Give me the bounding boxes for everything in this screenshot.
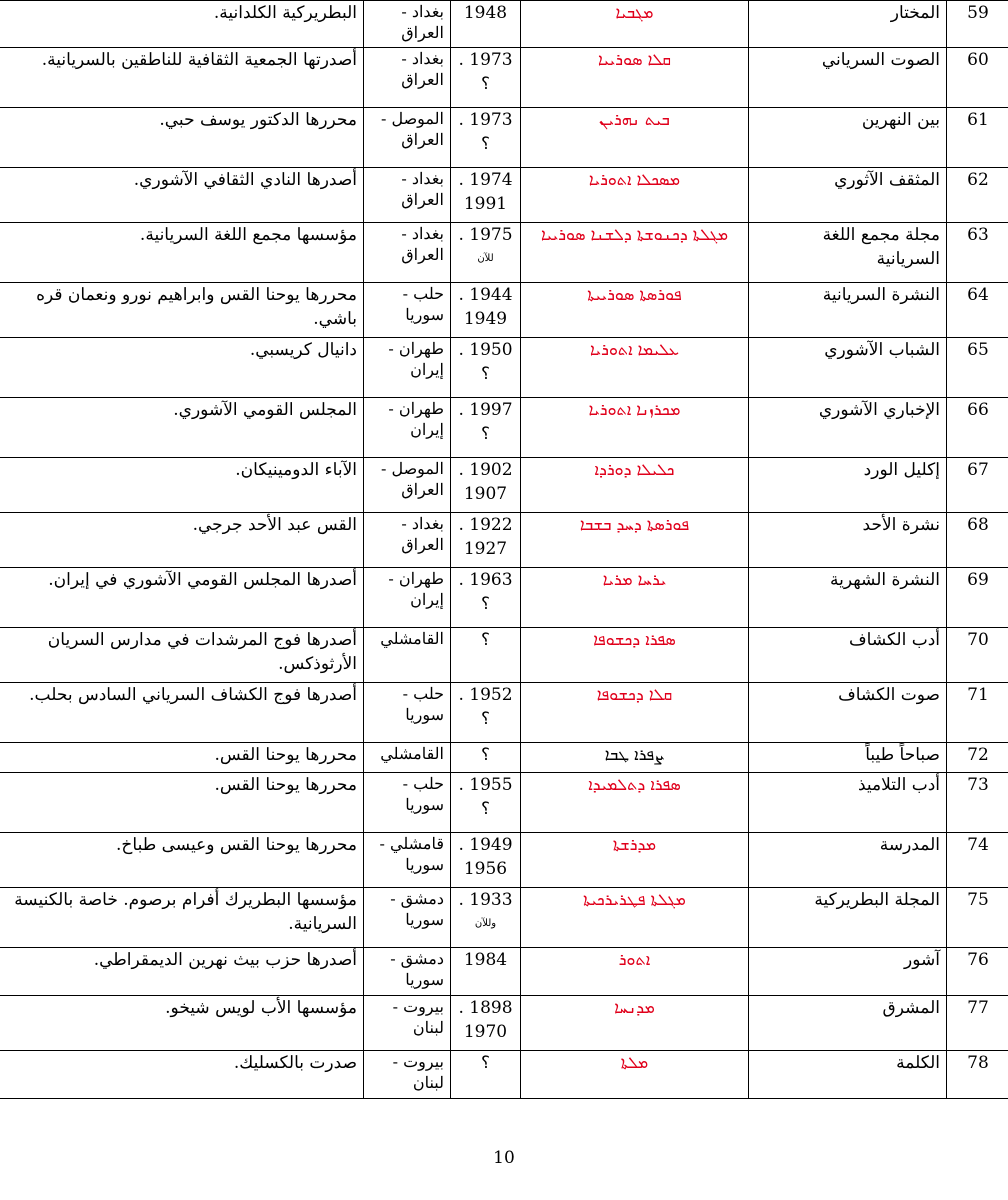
place-cell: الموصل - العراق — [364, 108, 451, 168]
syriac-title-cell: ܨܦܪܐ ܛܒܐ — [521, 743, 749, 773]
date-cell — [451, 773, 521, 833]
date-start: ؟ — [480, 745, 491, 765]
date-start: 1922 . — [458, 515, 513, 535]
syriac-title-cell: ܡܕܪܫܬܐ — [521, 833, 749, 888]
place-cell: طهران - إيران — [364, 568, 451, 628]
arabic-title-cell: بين النهرين — [749, 108, 947, 168]
table-row — [0, 628, 1008, 683]
date-start: 1975 . — [458, 225, 513, 245]
syriac-title-cell: ܝܪܚܐ ܡܪܝܐ — [521, 568, 749, 628]
date-end: 1970 — [463, 1022, 508, 1042]
table-row — [0, 996, 1008, 1051]
place-cell: بغداد - العراق — [364, 513, 451, 568]
table-row — [0, 458, 1008, 513]
place-cell: القامشلي — [364, 628, 451, 683]
note-cell: الآباء الدومينيكان. — [0, 458, 364, 513]
note-cell: أصدرتها الجمعية الثقافية للناطقين بالسريانية. — [0, 48, 364, 108]
arabic-title-cell: الشباب الآشوري — [749, 338, 947, 398]
place-cell: حلب - سوريا — [364, 773, 451, 833]
table-row — [0, 833, 1008, 888]
date-start: 1997 . — [458, 400, 513, 420]
arabic-title-cell: أدب الكشاف — [749, 628, 947, 683]
table-row — [0, 888, 1008, 948]
date-cell — [451, 398, 521, 458]
date-end: 1956 — [463, 859, 508, 879]
date-end: للآن — [477, 253, 494, 264]
date-end: 1949 — [463, 309, 508, 329]
row-number-cell: 63 — [947, 223, 1008, 283]
date-cell — [451, 1, 521, 48]
arabic-title-cell: صوت الكشاف — [749, 683, 947, 743]
date-end: 1907 — [463, 484, 508, 504]
arabic-title-cell: الصوت السرياني — [749, 48, 947, 108]
row-number-cell: 66 — [947, 398, 1008, 458]
date-cell — [451, 888, 521, 948]
date-cell — [451, 628, 521, 683]
date-start: 1974 . — [458, 170, 513, 190]
date-end: ؟ — [480, 709, 491, 729]
table-row — [0, 48, 1008, 108]
place-cell: بيروت - لبنان — [364, 1051, 451, 1099]
syriac-title-cell: ܡܕܢܚܐ — [521, 996, 749, 1051]
note-cell: محررها يوحنا القس. — [0, 743, 364, 773]
place-cell: دمشق - سوريا — [364, 948, 451, 996]
table-body — [0, 1, 1008, 1099]
syriac-title-cell: ܡܣܟܠܐ ܐܬܘܪܝܐ — [521, 168, 749, 223]
date-end: ؟ — [480, 799, 491, 819]
date-cell — [451, 48, 521, 108]
table-row — [0, 168, 1008, 223]
date-start: 1952 . — [458, 685, 513, 705]
syriac-title-cell: ܩܠܐ ܣܘܪܝܝܐ — [521, 48, 749, 108]
date-end: ؟ — [480, 594, 491, 614]
date-start: 1955 . — [458, 775, 513, 795]
table-row — [0, 108, 1008, 168]
place-cell: بغداد - العراق — [364, 1, 451, 48]
syriac-title-cell: ܡܠܬܐ — [521, 1051, 749, 1099]
syriac-title-cell: ܡܓܠܬܐ ܕܟܢܘܫܬܐ ܕܠܫܢܐ ܣܘܪܝܝܐ — [521, 223, 749, 283]
row-number-cell: 78 — [947, 1051, 1008, 1099]
syriac-title-cell: ܥܠܝܡܐ ܐܬܘܪܝܐ — [521, 338, 749, 398]
syriac-title-cell: ܦܘܪܣܬܐ ܕܚܕ ܒܫܒܐ — [521, 513, 749, 568]
row-number-cell: 69 — [947, 568, 1008, 628]
note-cell: مؤسسها الأب لويس شيخو. — [0, 996, 364, 1051]
row-number-cell: 68 — [947, 513, 1008, 568]
arabic-title-cell: النشرة السريانية — [749, 283, 947, 338]
row-number-cell: 76 — [947, 948, 1008, 996]
table-row — [0, 513, 1008, 568]
arabic-title-cell: نشرة الأحد — [749, 513, 947, 568]
table-row — [0, 283, 1008, 338]
syriac-title-cell: ܩܠܐ ܕܟܫܘܦܐ — [521, 683, 749, 743]
date-cell — [451, 1051, 521, 1099]
arabic-title-cell: أدب التلاميذ — [749, 773, 947, 833]
arabic-title-cell: المدرسة — [749, 833, 947, 888]
date-start: 1949 . — [458, 835, 513, 855]
date-cell — [451, 458, 521, 513]
row-number-cell: 67 — [947, 458, 1008, 513]
date-end: 1991 — [463, 194, 508, 214]
date-start: ؟ — [480, 1053, 491, 1073]
date-end: ؟ — [480, 424, 491, 444]
note-cell: صدرت بالكسليك. — [0, 1051, 364, 1099]
place-cell: بيروت - لبنان — [364, 996, 451, 1051]
date-start: ؟ — [480, 630, 491, 650]
date-end: ؟ — [480, 364, 491, 384]
note-cell: محررها يوحنا القس. — [0, 773, 364, 833]
syriac-title-cell: ܡܓܒܝܐ — [521, 1, 749, 48]
table-row — [0, 568, 1008, 628]
place-cell: القامشلي — [364, 743, 451, 773]
table-row — [0, 683, 1008, 743]
place-cell: بغداد - العراق — [364, 168, 451, 223]
date-cell — [451, 948, 521, 996]
note-cell: البطريركية الكلدانية. — [0, 1, 364, 48]
arabic-title-cell: المختار — [749, 1, 947, 48]
row-number-cell: 71 — [947, 683, 1008, 743]
arabic-title-cell: النشرة الشهرية — [749, 568, 947, 628]
syriac-title-cell: ܟܠܝܠܐ ܕܘܪܕܐ — [521, 458, 749, 513]
date-cell — [451, 683, 521, 743]
date-end: وللآن — [474, 918, 497, 929]
date-cell — [451, 513, 521, 568]
row-number-cell: 61 — [947, 108, 1008, 168]
table-row — [0, 338, 1008, 398]
date-start: 1984 — [463, 950, 508, 970]
syriac-title-cell: ܐܬܘܪ — [521, 948, 749, 996]
date-cell — [451, 743, 521, 773]
date-start: 1963 . — [458, 570, 513, 590]
syriac-title-cell: ܣܦܪܐ ܕܬܠܡܝܕܐ — [521, 773, 749, 833]
note-cell: أصدرها فوج الكشاف السرياني السادس بحلب. — [0, 683, 364, 743]
arabic-title-cell: صباحاً طيباً — [749, 743, 947, 773]
row-number-cell: 64 — [947, 283, 1008, 338]
table-row — [0, 223, 1008, 283]
place-cell: حلب - سوريا — [364, 283, 451, 338]
date-end: ؟ — [480, 134, 491, 154]
place-cell: طهران - إيران — [364, 398, 451, 458]
date-start: 1973 . — [458, 110, 513, 130]
arabic-title-cell: الإخباري الآشوري — [749, 398, 947, 458]
place-cell: طهران - إيران — [364, 338, 451, 398]
arabic-title-cell: المجلة البطريركية — [749, 888, 947, 948]
note-cell: محررها يوحنا القس وعيسى طباخ. — [0, 833, 364, 888]
note-cell: القس عبد الأحد جرجي. — [0, 513, 364, 568]
row-number-cell: 62 — [947, 168, 1008, 223]
date-start: 1973 . — [458, 50, 513, 70]
note-cell: أصدرها حزب بيث نهرين الديمقراطي. — [0, 948, 364, 996]
date-start: 1933 . — [458, 890, 513, 910]
note-cell: محررها يوحنا القس وابراهيم نورو ونعمان قره باشي. — [0, 283, 364, 338]
row-number-cell: 77 — [947, 996, 1008, 1051]
note-cell: محررها الدكتور يوسف حبي. — [0, 108, 364, 168]
note-cell: المجلس القومي الآشوري. — [0, 398, 364, 458]
arabic-title-cell: المثقف الآثوري — [749, 168, 947, 223]
place-cell: الموصل - العراق — [364, 458, 451, 513]
place-cell: بغداد - العراق — [364, 223, 451, 283]
row-number-cell: 75 — [947, 888, 1008, 948]
date-end: 1927 — [463, 539, 508, 559]
table-row — [0, 948, 1008, 996]
place-cell: دمشق - سوريا — [364, 888, 451, 948]
date-cell — [451, 338, 521, 398]
syriac-title-cell: ܒܝܬ ܢܗܪܝܢ — [521, 108, 749, 168]
syriac-title-cell: ܡܟܪܙܢܐ ܐܬܘܪܝܐ — [521, 398, 749, 458]
row-number-cell: 72 — [947, 743, 1008, 773]
date-end: ؟ — [480, 74, 491, 94]
place-cell: قامشلي - سوريا — [364, 833, 451, 888]
table-row — [0, 1051, 1008, 1099]
table-row — [0, 398, 1008, 458]
row-number-cell: 60 — [947, 48, 1008, 108]
note-cell: دانيال كريسبي. — [0, 338, 364, 398]
row-number-cell: 65 — [947, 338, 1008, 398]
date-start: 1948 — [463, 3, 508, 23]
place-cell: بغداد - العراق — [364, 48, 451, 108]
date-cell — [451, 168, 521, 223]
date-cell — [451, 833, 521, 888]
note-cell: مؤسسها مجمع اللغة السريانية. — [0, 223, 364, 283]
syriac-title-cell: ܡܓܠܬܐ ܦܛܪܝܪܟܝܬܐ — [521, 888, 749, 948]
syriac-title-cell: ܦܘܪܣܬܐ ܣܘܪܝܝܬܐ — [521, 283, 749, 338]
date-start: 1898 . — [458, 998, 513, 1018]
table-row — [0, 1, 1008, 48]
table-row — [0, 743, 1008, 773]
row-number-cell: 59 — [947, 1, 1008, 48]
note-cell: أصدرها النادي الثقافي الآشوري. — [0, 168, 364, 223]
arabic-title-cell: إكليل الورد — [749, 458, 947, 513]
date-cell — [451, 108, 521, 168]
date-start: 1902 . — [458, 460, 513, 480]
date-cell — [451, 223, 521, 283]
row-number-cell: 70 — [947, 628, 1008, 683]
note-cell: أصدرها فوج المرشدات في مدارس السريان الأرثوذكس. — [0, 628, 364, 683]
arabic-title-cell: آشور — [749, 948, 947, 996]
date-start: 1944 . — [458, 285, 513, 305]
place-cell: حلب - سوريا — [364, 683, 451, 743]
table-row — [0, 773, 1008, 833]
date-start: 1950 . — [458, 340, 513, 360]
arabic-title-cell: الكلمة — [749, 1051, 947, 1099]
date-cell — [451, 996, 521, 1051]
date-cell — [451, 568, 521, 628]
row-number-cell: 74 — [947, 833, 1008, 888]
arabic-title-cell: مجلة مجمع اللغة السريانية — [749, 223, 947, 283]
row-number-cell: 73 — [947, 773, 1008, 833]
page-number: 10 — [493, 1148, 515, 1168]
note-cell: مؤسسها البطريرك أفرام برصوم. خاصة بالكنيسة السريانية. — [0, 888, 364, 948]
date-cell — [451, 283, 521, 338]
arabic-title-cell: المشرق — [749, 996, 947, 1051]
syriac-title-cell: ܣܦܪܐ ܕܟܫܘܦܐ — [521, 628, 749, 683]
note-cell: أصدرها المجلس القومي الآشوري في إيران. — [0, 568, 364, 628]
